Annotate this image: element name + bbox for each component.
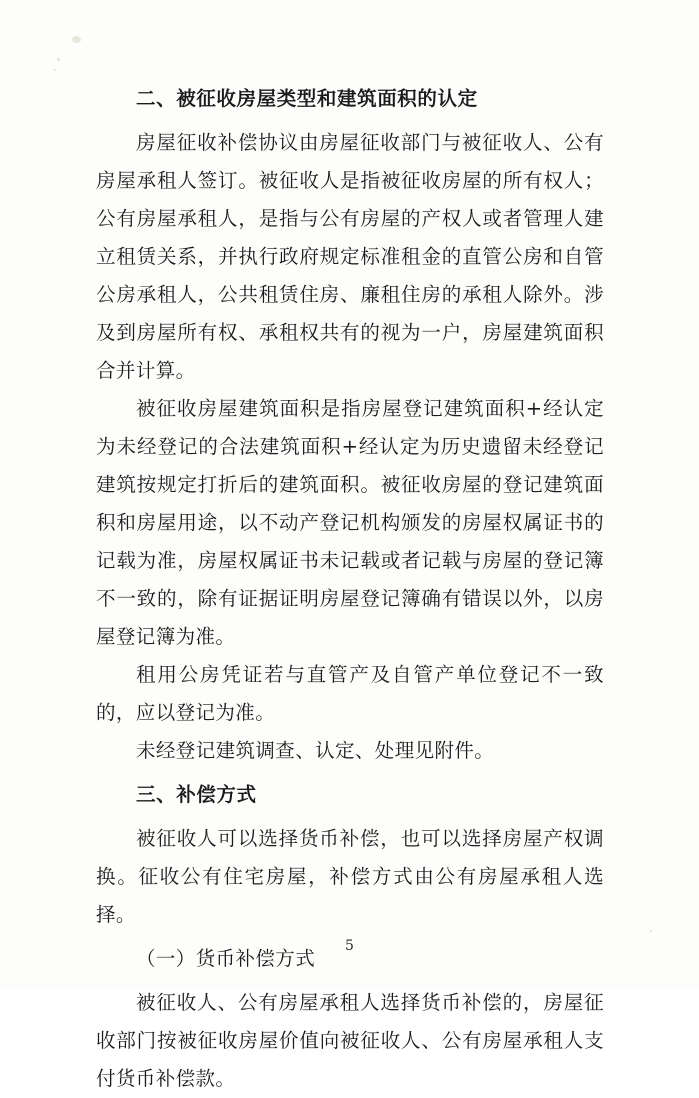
paragraph-6: 被征收人、公有房屋承租人选择货币补偿的，房屋征收部门按被征收房屋价值向被征收人、公有房屋承租人支付货币补偿款。 [96, 991, 604, 1090]
paragraph-4: 未经登记建筑调查、认定、处理见附件。 [136, 739, 495, 762]
paragraph-5: 被征收人可以选择货币补偿，也可以选择房屋产权调换。征收公有住宅房屋，补偿方式由公有房屋承租人选择。 [96, 827, 604, 926]
paragraph-3: 租用公房凭证若与直管产及自管产单位登记不一致的，应以登记为准。 [96, 663, 604, 724]
subsection-heading-1: （一）货币补偿方式 [136, 947, 316, 970]
page-number: 5 [345, 938, 354, 954]
scan-artifact [72, 36, 81, 43]
paragraph-1: 房屋征收补偿协议由房屋征收部门与被征收人、公有房屋承租人签订。被征收人是指被征收房屋的所有权人；公有房屋承租人，是指与公有房屋的产权人或者管理人建立租赁关系，并执行政府规定标准租金的直管公房和自管公房承租人，公共租赁住房、廉租住房的承租人除外。涉及到房屋所有权、承租权共有的视为一户，房屋建筑面积合并计算。 [96, 131, 604, 382]
scan-artifact [57, 58, 60, 61]
section-heading-2: 二、被征收房屋类型和建筑面积的认定 [136, 87, 478, 110]
paragraph-2: 被征收房屋建筑面积是指房屋登记建筑面积+经认定为未经登记的合法建筑面积+经认定为历史遗留未经登记建筑按规定打折后的建筑面积。被征收房屋的登记建筑面积和房屋用途，以不动产登记机构颁发的房屋权属证书的记载为准，房屋权属证书未记载或者记载与房屋的登记簿不一致的，除有证据证明房屋登记簿确有错误以外，以房屋登记簿为准。 [96, 397, 604, 648]
scan-artifact [650, 930, 652, 932]
scan-artifact [54, 69, 56, 71]
section-heading-3: 三、补偿方式 [136, 783, 257, 806]
